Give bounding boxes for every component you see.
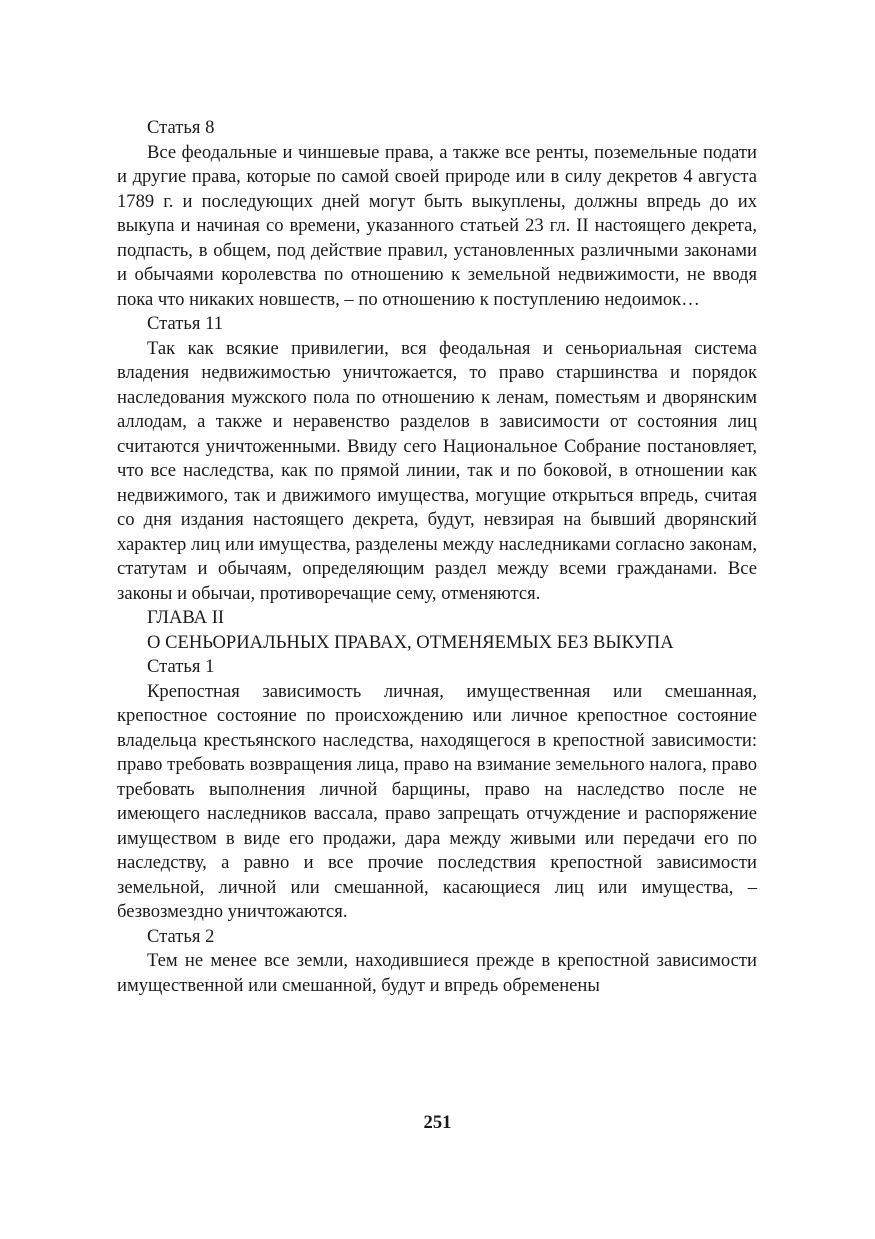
chapter-heading: ГЛАВА II	[147, 607, 225, 628]
article-8-heading: Статья 8	[147, 117, 215, 138]
page-number: 251	[423, 1112, 452, 1133]
article-2-heading: Статья 2	[147, 925, 215, 947]
article-11-text: Так как всякие привилегии, вся феодальная и сеньориальная система владения недвижимостью уничтожается, то право старшинства и порядок наследования мужского пола по отношению к ленам, поместьям и дворянским аллодам, а также и неравенство разделов в зависимости от состояния лиц считаются уничтоженными. Ввиду сего Национальное Собрание постановляет, что все наследства, как по прямой линии, так и по боковой, в отношении как недвижимого, так и движимого имущества, могущие открыться впредь, считая со дня издания настоящего декрета, будут, невзирая на бывший дворянский характер лиц или имущества, разделены между наследниками согласно законам, статутам и обычаям, определяющим раздел между всеми гражданами. Все законы и обычаи, противоречащие сему, отменяются.	[117, 337, 757, 604]
article-1-text: Крепостная зависимость личная, имущественная или смешанная, крепостное состояние по происхождению или личное крепостное состояние владельца крестьянского наследства, находящегося в крепостной зависимости: право требовать возвращения лица, право на взимание земельного налога, право требовать выполнения личной барщины, право на наследство после не имеющего наследников вассала, право запрещать отчуждение и распоряжение имуществом в виде его продажи, дара между живыми или передачи его по наследству, а равно и все прочие последствия крепостной зависимости земельной, личной или смешанной, касающиеся лиц или имущества, – безвозмездно уничтожаются.	[117, 680, 757, 922]
chapter-title: О СЕНЬОРИАЛЬНЫХ ПРАВАХ, ОТМЕНЯЕМЫХ БЕЗ ВЫКУПА	[147, 631, 674, 653]
article-8-text: Все феодальные и чиншевые права, а также все ренты, поземельные подати и другие права, которые по самой своей природе или в силу декретов 4 августа 1789 г. и последующих дней могут быть выкуплены, должны впредь до их выкупа и начиная со времени, указанного статьей 23 гл. II настоящего декрета, подпасть, в общем, под действие правил, установленных различными законами и обычаями королевства по отношению к земельной недвижимости, не вводя пока что никаких новшеств, – по отношению к поступлению недоимок…	[117, 141, 757, 310]
article-2-text: Тем не менее все земли, находившиеся прежде в крепостной зависимости имущественной или смешанной, будут и впредь обременены	[117, 950, 757, 996]
article-11-heading: Статья 11	[147, 313, 223, 334]
document-page	[117, 116, 757, 998]
article-1-heading: Статья 1	[147, 656, 215, 677]
